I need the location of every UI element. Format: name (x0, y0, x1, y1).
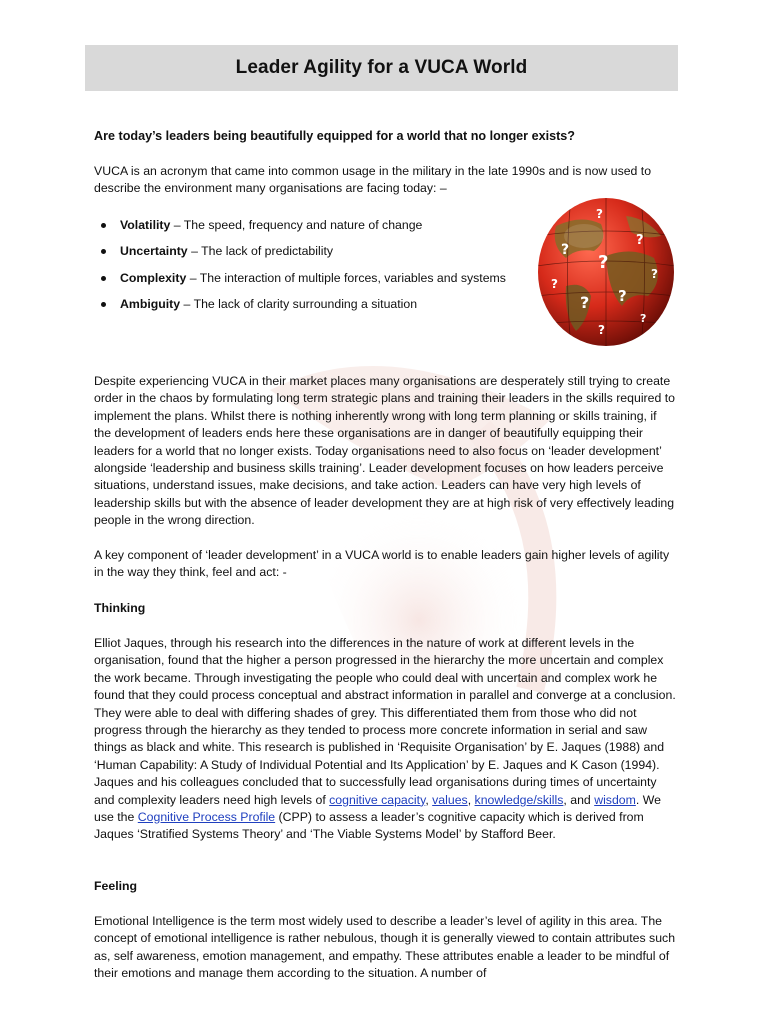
question-mark: ? (640, 312, 647, 325)
bullet-term: Volatility (120, 218, 171, 232)
separator-text: , and (563, 792, 595, 807)
question-mark: ? (551, 277, 558, 291)
bullet-desc: – The lack of predictability (187, 244, 334, 259)
list-item (94, 270, 534, 296)
bullet-desc: – The interaction of multiple forces, variables and systems (186, 270, 506, 285)
vuca-list (94, 217, 534, 322)
bullet-icon (101, 223, 106, 228)
paragraph-feeling: Emotional Intelligence is the term most widely used to describe a leader’s level of agility in this area. The concept of emotional intelligence is rather nebulous, though it is generally viewed to contain attributes such as, self awareness, emotion management, and empathy. These attributes enable a leader to be mindful of their emotions and manage them according to the situation. A number of (94, 914, 676, 981)
values-link[interactable]: values (432, 792, 468, 807)
question-mark: ? (598, 252, 609, 273)
cognitive-process-profile-link[interactable]: Cognitive Process Profile (137, 810, 276, 825)
bullet-desc: – The speed, frequency and nature of change (170, 218, 423, 232)
list-item (94, 296, 534, 322)
title-bar (85, 45, 678, 91)
question-mark: ? (651, 267, 658, 281)
paragraph-text: (CPP) to assess a leader’s cognitive capacity which is derived from Jaques ‘Stratified Systems Theory’ and ‘The Viable Systems Model’ by Stafford Beer. (94, 810, 644, 842)
heading-feeling: Feeling (94, 879, 138, 893)
bullet-term: Uncertainty (120, 244, 188, 259)
question-mark: ? (636, 233, 644, 248)
question-mark: ? (596, 207, 603, 221)
separator-text: , (467, 792, 475, 807)
wisdom-link[interactable]: wisdom (594, 792, 636, 807)
question-mark: ? (618, 287, 627, 305)
question-mark: ? (598, 323, 605, 337)
cognitive-capacity-link[interactable]: cognitive capacity (329, 792, 426, 807)
paragraph-vuca-chaos: Despite experiencing VUCA in their market places many organisations are desperately still trying to create order in the chaos by formulating long term strategic plans and training their leaders in the skills required to implement the plans. Whilst there is nothing inherently wrong with long term planning or skills training, if the development of leaders ends here these organisations are in danger of beautifully equipping their leaders for a world that no longer exists. Today organisations need to also focus on ‘leader development’ alongside ‘leadership and business skills training’. Leader development focuses on how leaders perceive situations, understand issues, make decisions, and take action. Leaders can have very high levels of leadership skills but with the absence of leader development they are at high risk of very effectively leading people in the wrong direction. (94, 374, 675, 528)
paragraph-thinking (94, 635, 676, 844)
bullet-icon (101, 302, 106, 307)
separator-text: , (425, 792, 433, 807)
page-title: Leader Agility for a VUCA World (235, 57, 528, 78)
bullet-icon (101, 249, 106, 254)
bullet-icon (101, 276, 106, 281)
question-mark: ? (580, 293, 590, 312)
list-item (94, 243, 534, 269)
paragraph-text: . We use the (94, 792, 661, 825)
list-item (94, 217, 534, 243)
paragraph-leader-development: A key component of ‘leader development’ in a VUCA world is to enable leaders gain higher levels of agility in the way they think, feel and act: - (94, 548, 670, 580)
heading-thinking: Thinking (94, 601, 146, 615)
bullet-term: Ambiguity (120, 296, 181, 311)
question-mark: ? (561, 242, 570, 258)
intro-paragraph: VUCA is an acronym that came into common usage in the military in the late 1990s and is now used to describe the environment many organisations are facing today: – (94, 164, 652, 196)
knowledge-skills-link[interactable]: knowledge/skills (474, 792, 564, 807)
lead-question: Are today’s leaders being beautifully equipped for a world that no longer exists? (94, 129, 575, 143)
bullet-desc: – The lack of clarity surrounding a situation (180, 296, 418, 311)
bullet-term: Complexity (120, 270, 187, 285)
paragraph-text: Elliot Jaques, through his research into the differences in the nature of work at different levels in the organisation, found that the higher a person progressed in the hierarchy the more uncertain and complex the work became. Through investigating the people who could deal with uncertain and complex work he found that they could process conceptual and abstract information in parallel and converge at a conclusion. They were able to deal with differing shades of grey. This differentiated them from those who did not progress through the hierarchy as they tended to process more concrete information in serial and saw things as black and white. This research is published in ‘Requisite Organisation’ by E. Jaques (1988) and ‘Human Capability: A Study of Individual Potential and Its Application’ by E. Jaques and K Cason (1994). Jaques and his colleagues concluded that to successfully lead organisations during times of uncertainty and complexity leaders need high levels of (94, 636, 676, 807)
puzzle-globe-image (536, 196, 676, 348)
